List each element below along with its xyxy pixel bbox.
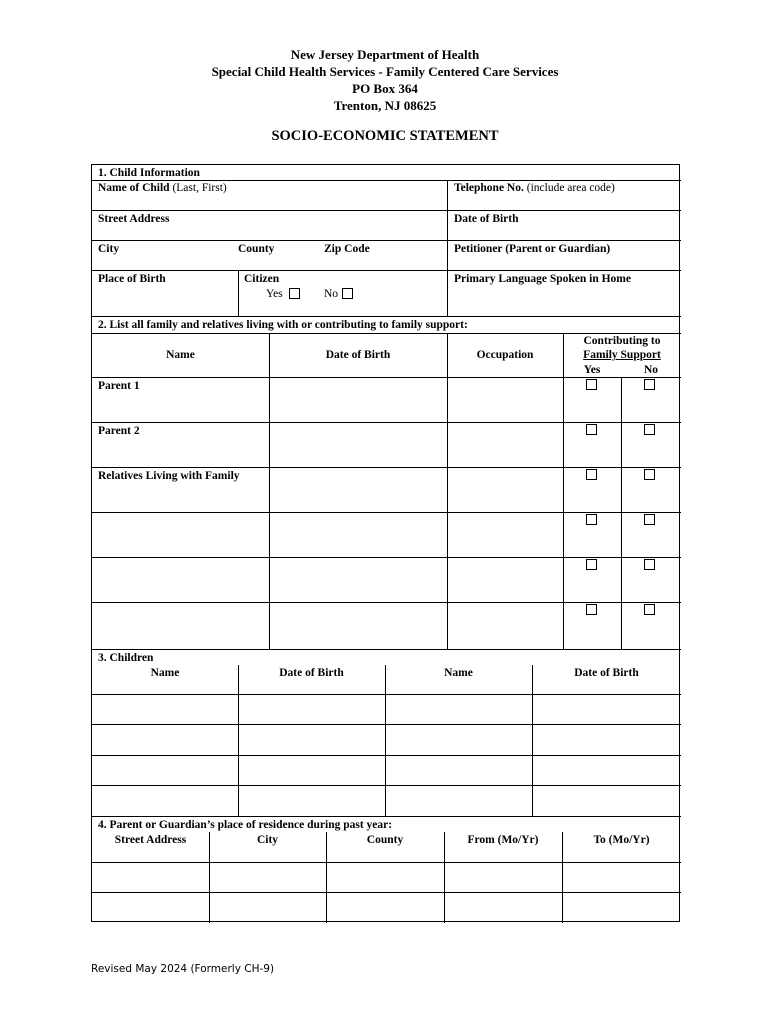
family-occupation-header: Occupation	[476, 349, 534, 361]
telephone-text: Telephone No.	[454, 182, 524, 194]
name-of-child-label	[98, 181, 227, 195]
contrib-no-checkbox[interactable]	[644, 379, 655, 390]
zip-code-label: Zip Code	[324, 243, 370, 255]
residence-col-divider	[444, 832, 445, 923]
rule	[92, 785, 681, 786]
county-label: County	[238, 243, 275, 255]
children-name-header-2: Name	[444, 667, 473, 679]
citizen-divider	[238, 270, 239, 316]
section4-heading: 4. Parent or Guardian’s place of residence during past year:	[98, 819, 393, 831]
children-col-divider	[238, 665, 239, 816]
children-name-header: Name	[150, 667, 180, 679]
citizen-label: Citizen	[244, 273, 280, 285]
name-of-child-hint: (Last, First)	[172, 182, 227, 194]
header-line-2: Special Child Health Services - Family Centered Care Services	[211, 64, 559, 79]
rule	[92, 816, 681, 817]
rule	[92, 180, 681, 181]
contrib-no-checkbox[interactable]	[644, 514, 655, 525]
rule	[92, 316, 681, 317]
contrib-yes-checkbox[interactable]	[586, 379, 597, 390]
contrib-no-checkbox[interactable]	[644, 469, 655, 480]
children-col-divider	[532, 665, 533, 816]
rule	[92, 649, 681, 650]
residence-col-divider	[209, 832, 210, 923]
revision-footer: Revised May 2024 (Formerly CH-9)	[91, 963, 275, 975]
rule	[92, 422, 681, 423]
family-row-label: Parent 1	[98, 380, 140, 392]
telephone-label	[454, 181, 615, 195]
rule	[92, 602, 681, 603]
contributing-header-line2: Family Support	[583, 349, 661, 361]
rule	[92, 270, 681, 271]
citizen-no-checkbox[interactable]	[342, 288, 353, 299]
family-name-header: Name	[166, 349, 195, 361]
family-row-label: Parent 2	[98, 425, 140, 437]
rule	[92, 724, 681, 725]
citizen-no-label: No	[324, 288, 339, 300]
petitioner-label: Petitioner (Parent or Guardian)	[454, 243, 611, 255]
contrib-yes-checkbox[interactable]	[586, 424, 597, 435]
city-label: City	[98, 243, 120, 255]
residence-col-divider	[326, 832, 327, 923]
residence-city-header: City	[256, 834, 279, 846]
rule	[92, 892, 681, 893]
residence-col-divider	[562, 832, 563, 923]
contrib-yes-checkbox[interactable]	[586, 514, 597, 525]
contributing-header-line1: Contributing to	[583, 335, 661, 347]
form-title: SOCIO-ECONOMIC STATEMENT	[271, 128, 499, 144]
rule	[92, 467, 681, 468]
contrib-yes-checkbox[interactable]	[586, 604, 597, 615]
telephone-hint: (include area code)	[526, 182, 615, 194]
agency-header	[0, 46, 770, 114]
contrib-no-checkbox[interactable]	[644, 559, 655, 570]
place-of-birth-label: Place of Birth	[98, 273, 166, 285]
citizen-yes-checkbox[interactable]	[289, 288, 300, 299]
rule	[92, 512, 681, 513]
contrib-yes-checkbox[interactable]	[586, 559, 597, 570]
rule	[92, 862, 681, 863]
rule	[92, 557, 681, 558]
contributing-no-header: No	[643, 364, 659, 376]
street-address-label: Street Address	[98, 213, 170, 225]
primary-language-label: Primary Language Spoken in Home	[454, 273, 631, 285]
residence-from-header: From (Mo/Yr)	[467, 834, 539, 846]
family-col-divider	[621, 377, 622, 649]
form-table	[91, 164, 680, 922]
family-dob-header: Date of Birth	[325, 349, 391, 361]
rule	[92, 694, 681, 695]
rule	[92, 377, 681, 378]
section1-heading: 1. Child Information	[98, 167, 200, 179]
residence-to-header: To (Mo/Yr)	[593, 834, 650, 846]
name-of-child-text: Name of Child	[98, 182, 170, 194]
header-line-1: New Jersey Department of Health	[290, 47, 480, 62]
residence-county-header: County	[366, 834, 404, 846]
contrib-yes-checkbox[interactable]	[586, 469, 597, 480]
children-col-divider	[385, 665, 386, 816]
section3-heading: 3. Children	[98, 652, 154, 664]
header-line-4: Trenton, NJ 08625	[333, 98, 437, 113]
contrib-no-checkbox[interactable]	[644, 424, 655, 435]
rule	[92, 240, 681, 241]
contributing-yes-header: Yes	[583, 364, 601, 376]
contrib-no-checkbox[interactable]	[644, 604, 655, 615]
rule	[92, 210, 681, 211]
rule	[92, 755, 681, 756]
residence-street-header: Street Address	[114, 834, 187, 846]
section2-heading: 2. List all family and relatives living with or contributing to family support:	[98, 319, 468, 331]
citizen-yes-label: Yes	[266, 288, 283, 300]
family-row-label: Relatives Living with Family	[98, 470, 240, 482]
children-dob-header: Date of Birth	[279, 667, 344, 679]
date-of-birth-label: Date of Birth	[454, 213, 519, 225]
header-line-3: PO Box 364	[352, 81, 418, 96]
section1-divider	[447, 180, 448, 316]
children-dob-header-2: Date of Birth	[574, 667, 639, 679]
